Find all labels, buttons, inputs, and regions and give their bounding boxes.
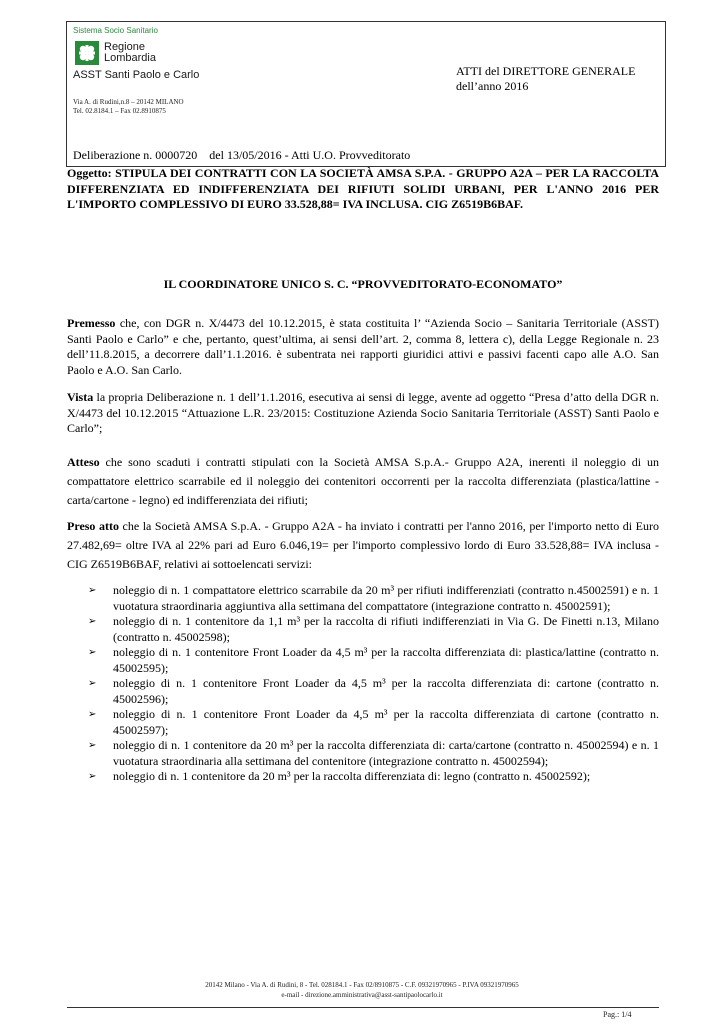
arrow-bullet-icon: ➢ [88, 678, 97, 689]
footer-address: 20142 Milano - Via A. di Rudini, 8 - Tel. 028184.1 - Fax 02/8910875 - C.F. 09321970965 - P.IVA 09321970965 [205, 981, 519, 989]
deliberation-line: Deliberazione n. 0000720 del 13/05/2016 - Atti U.O. Provveditorato [73, 148, 411, 162]
service-text: noleggio di n. 1 contenitore da 20 m³ per la raccolta differenziata di: carta/cartone (contratto n. 45002594) e n. 1 vuotatura straordinaria alla settimana del contenitore (integrazione contratto n. 45002594); [113, 738, 659, 768]
paragraph-lead: Atteso [67, 455, 100, 469]
list-item [88, 738, 659, 769]
region-line-2: Lombardia [104, 52, 156, 64]
list-item [88, 614, 659, 645]
arrow-bullet-icon: ➢ [88, 709, 97, 720]
list-item [88, 676, 659, 707]
service-text: noleggio di n. 1 contenitore Front Loader da 4,5 m³ per la raccolta differenziata di cartone (contratto n. 45002597); [113, 707, 659, 737]
region-name [104, 42, 156, 64]
list-item [88, 707, 659, 738]
regione-lombardia-logo-icon [75, 41, 99, 65]
arrow-bullet-icon: ➢ [88, 616, 97, 627]
system-label: Sistema Socio Sanitario [73, 26, 158, 35]
paragraph-text: la propria Deliberazione n. 1 dell’1.1.2016, esecutiva ai sensi di legge, avente ad oggetto “Presa d’atto della DGR n. X/4473 del 10.12.2015 “Attuazione L.R. 23/2015: Costituzione Azienda Socio Sanitaria Territoriale (ASST) Santi Paolo e Carlo”; [67, 390, 659, 435]
document-header [66, 21, 666, 167]
paragraph-text: che la Società AMSA S.p.A. - Gruppo A2A - ha inviato i contratti per l'anno 2016, per l'importo netto di Euro 27.482,69= oltre IVA al 22% pari ad Euro 6.046,19= per l'importo complessivo lordo di Euro 33.528,88= IVA inclusa - CIG Z6519B6BAF, relativi ai sottoelencati servizi: [67, 519, 659, 571]
address-block [73, 98, 184, 116]
service-text: noleggio di n. 1 contenitore da 20 m³ per la raccolta differenziata di: legno (contratto n. 45002592); [113, 769, 591, 783]
arrow-bullet-icon: ➢ [88, 771, 97, 782]
paragraph-vista [67, 390, 659, 437]
address-line-2: Tel. 02.8184.1 – Fax 02.8910875 [73, 107, 166, 115]
region-line-1: Regione [104, 41, 145, 53]
paragraph-text: che, con DGR n. X/4473 del 10.12.2015, è stata costituita l’ “Azienda Socio – Sanitaria Territoriale (ASST) Santi Paolo e Carlo” e che, pertanto, quest’ultima, ai sensi dell’art. 2, comma 8, lettera c), della Legge Regionale n. 23 dell’11.8.2015, a decorrere dall’1.1.2016. è subentrata nei rapporti giuridici attivi e passivi facenti capo alle A.O. San Paolo e A.O. San Carlo. [67, 316, 659, 377]
address-line-1: Via A. di Rudini,n.8 – 20142 MILANO [73, 98, 184, 106]
footer-email: e-mail - direzione.amministrativa@asst-santipaolocarlo.it [281, 991, 443, 999]
arrow-bullet-icon: ➢ [88, 585, 97, 596]
paragraph-text: che sono scaduti i contratti stipulati con la Società AMSA S.p.A.- Gruppo A2A, inerenti il noleggio di un compattatore elettrico scarrabile ed il noleggio dei contenitori occorrenti per la raccolta differenziata (plastica/lattine - carta/cartone - legno) ed indifferenziata dei rifiuti; [67, 455, 659, 507]
atti-label [456, 64, 635, 94]
coordinator-title: IL COORDINATORE UNICO S. C. “PROVVEDITORATO-ECONOMATO” [163, 277, 563, 291]
arrow-bullet-icon: ➢ [88, 647, 97, 658]
subject-heading: Oggetto: STIPULA DEI CONTRATTI CON LA SOCIETÀ AMSA S.P.A. - GRUPPO A2A – PER LA RACCOLTA DIFFERENZIATA ED INDIFFERENZIATA DEI RIFIUTI SOLIDI URBANI, PER L'ANNO 2016 PER L'IMPORTO COMPLESSIVO DI EURO 33.528,88= IVA INCLUSA. CIG Z6519B6BAF. [67, 166, 659, 211]
service-text: noleggio di n. 1 compattatore elettrico scarrabile da 20 m³ per rifiuti indifferenziati (contratto n.45002591) e n. 1 vuotatura straordinaria aggiuntiva alla settimana del compattatore (integrazione contratto n. 45002591); [113, 583, 659, 613]
asst-name: ASST Santi Paolo e Carlo [73, 69, 200, 81]
service-text: noleggio di n. 1 contenitore da 1,1 m³ per la raccolta di rifiuti indifferenziati in Via G. De Finetti n.13, Milano (contratto n. 45002598); [113, 614, 659, 644]
arrow-bullet-icon: ➢ [88, 740, 97, 751]
paragraph-lead: Vista [67, 390, 94, 404]
list-item [88, 769, 659, 785]
footer-divider [67, 1007, 659, 1008]
list-item [88, 583, 659, 614]
paragraph-premesso [67, 316, 659, 378]
paragraph-preso-atto [67, 517, 659, 574]
paragraph-lead: Preso atto [67, 519, 119, 533]
service-text: noleggio di n. 1 contenitore Front Loader da 4,5 m³ per la raccolta differenziata di: plastica/lattine (contratto n. 45002595); [113, 645, 659, 675]
paragraph-lead: Premesso [67, 316, 116, 330]
list-item [88, 645, 659, 676]
page-number: Pag.: 1/4 [603, 1010, 632, 1019]
atti-line-1: ATTI del DIRETTORE GENERALE [456, 64, 636, 78]
atti-line-2: dell’anno 2016 [456, 79, 529, 93]
paragraph-atteso [67, 453, 659, 510]
page-footer [0, 980, 724, 1000]
services-list [88, 583, 659, 785]
service-text: noleggio di n. 1 contenitore Front Loader da 4,5 m³ per la raccolta differenziata di: cartone (contratto n. 45002596); [113, 676, 659, 706]
